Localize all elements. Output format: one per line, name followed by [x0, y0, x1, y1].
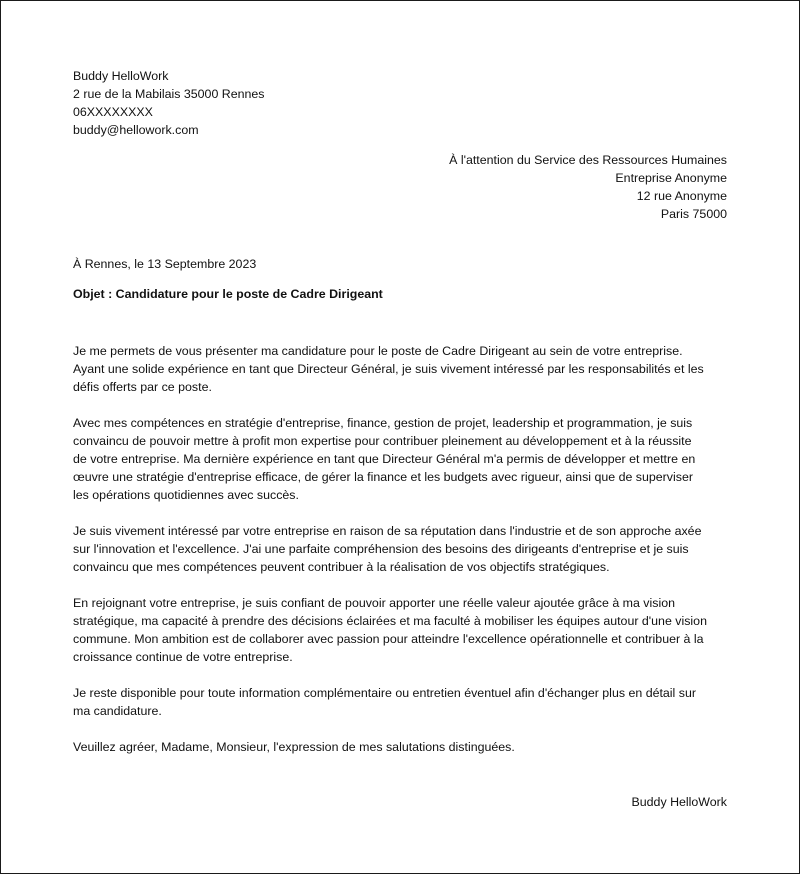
sender-name: Buddy HelloWork: [73, 69, 169, 83]
body-line: commune. Mon ambition est de collaborer avec passion pour atteindre l'excellence opérationnelle et contribuer à la: [73, 632, 704, 646]
letter-body: [73, 342, 733, 756]
body-line: convaincu que mes compétences peuvent contribuer à la réalisation de vos objectifs stratégiques.: [73, 560, 610, 574]
sender-block: [73, 67, 265, 139]
body-line: sur l'innovation et l'excellence. J'ai une parfaite compréhension des besoins des dirigeants d'entreprise et je suis: [73, 542, 689, 556]
body-line: Je reste disponible pour toute information complémentaire ou entretien éventuel afin d'échanger plus en détail sur: [73, 686, 696, 700]
body-line: stratégique, ma capacité à prendre des décisions éclairées et ma faculté à mobiliser les équipes autour d'une vision: [73, 614, 707, 628]
body-line: En rejoignant votre entreprise, je suis confiant de pouvoir apporter une réelle valeur ajoutée grâce à ma vision: [73, 596, 675, 610]
body-line: convaincu de pouvoir mettre à profit mon expertise pour contribuer pleinement au développement et à la réussite: [73, 434, 692, 448]
body-line: Ayant une solide expérience en tant que Directeur Général, je suis vivement intéressé par les responsabilités et les: [73, 362, 704, 376]
body-paragraph: [73, 414, 733, 504]
body-paragraph: [73, 522, 733, 576]
body-paragraph: [73, 594, 733, 666]
body-line: œuvre une stratégie d'entreprise efficace, de gérer la finance et les budgets avec rigueur, ainsi que de superviser: [73, 470, 693, 484]
closing-formula: Veuillez agréer, Madame, Monsieur, l'expression de mes salutations distinguées.: [73, 740, 515, 754]
recipient-street: 12 rue Anonyme: [636, 189, 727, 203]
body-line: de votre entreprise. Ma dernière expérience en tant que Directeur Général m'a permis de développer et mettre en: [73, 452, 696, 466]
recipient-attention: À l'attention du Service des Ressources Humaines: [449, 153, 727, 167]
sender-address: 2 rue de la Mabilais 35000 Rennes: [73, 87, 265, 101]
recipient-city: Paris 75000: [660, 207, 727, 221]
body-line: croissance continue de votre entreprise.: [73, 650, 293, 664]
body-line: défis offerts par ce poste.: [73, 380, 212, 394]
body-line: Je me permets de vous présenter ma candidature pour le poste de Cadre Dirigeant au sein de votre entreprise.: [73, 344, 683, 358]
body-line: les opérations quotidiennes avec succès.: [73, 488, 299, 502]
recipient-block: [449, 151, 727, 223]
signature: Buddy HelloWork: [631, 795, 727, 809]
body-paragraph: [73, 684, 733, 720]
sender-phone: 06XXXXXXXX: [73, 105, 153, 119]
sender-email: buddy@hellowork.com: [73, 123, 199, 137]
body-paragraph: [73, 342, 733, 396]
letter-subject: Objet : Candidature pour le poste de Cadre Dirigeant: [73, 287, 383, 301]
place-date: À Rennes, le 13 Septembre 2023: [73, 257, 257, 271]
recipient-company: Entreprise Anonyme: [615, 171, 727, 185]
body-line: Avec mes compétences en stratégie d'entreprise, finance, gestion de projet, leadership et programmation, je suis: [73, 416, 693, 430]
body-line: ma candidature.: [73, 704, 162, 718]
body-line: Je suis vivement intéressé par votre entreprise en raison de sa réputation dans l'industrie et de son approche axée: [73, 524, 702, 538]
